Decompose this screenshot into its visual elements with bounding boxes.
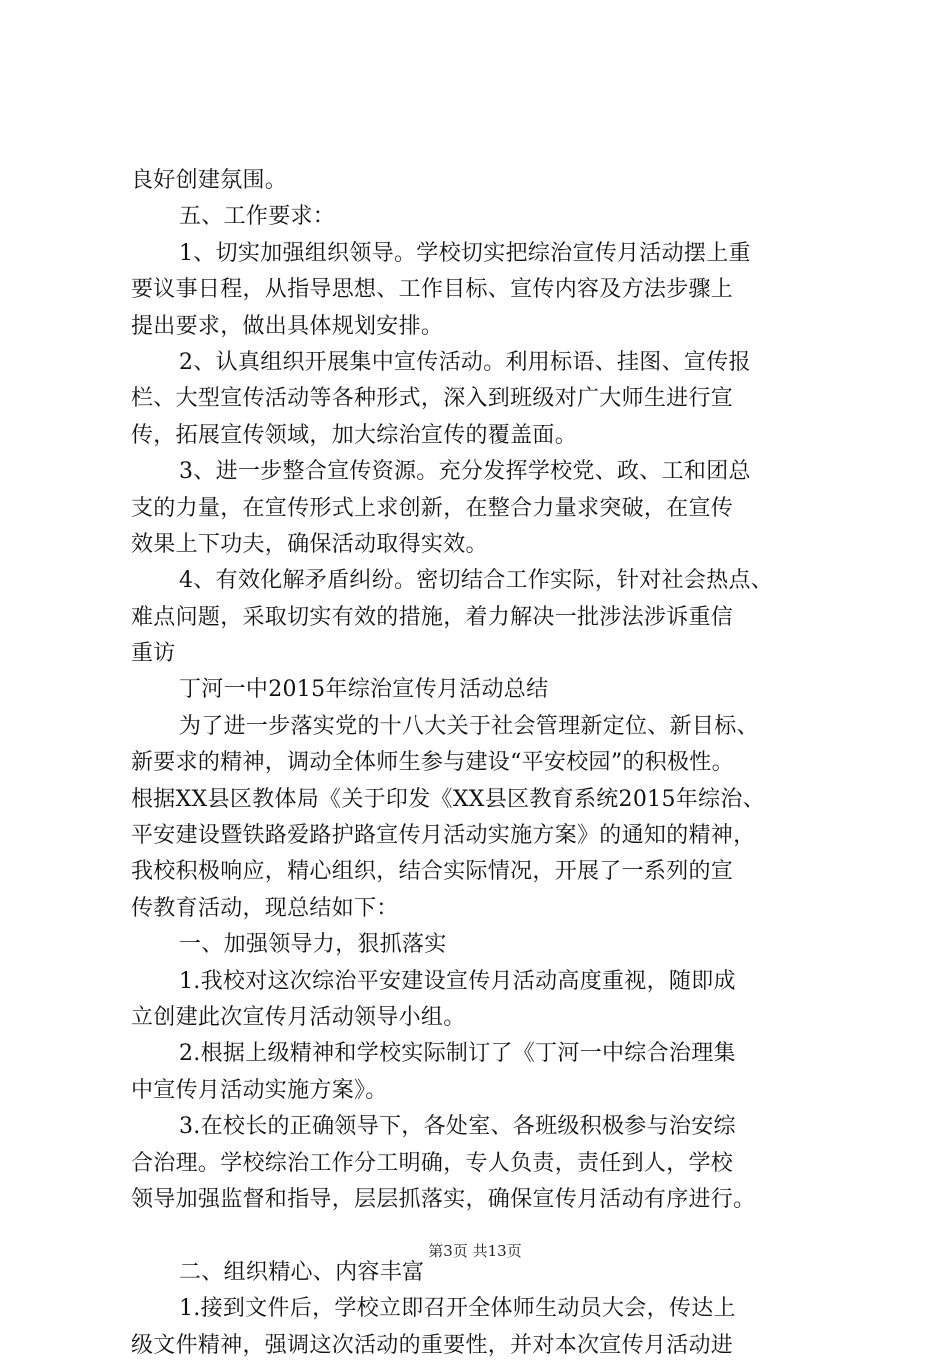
text-line: 丁河一中2015年综治宣传月活动总结: [179, 677, 549, 703]
text-line: 五、工作要求：: [179, 204, 336, 230]
text-line: 2.根据上级精神和学校实际制订了《丁河一中综合治理集: [179, 1041, 736, 1067]
text-line: 新要求的精神，调动全体师生参与建设“平安校园”的积极性。: [131, 750, 734, 776]
text-line: 2、认真组织开展集中宣传活动。利用标语、挂图、宣传报: [179, 349, 751, 375]
text-line: 3.在校长的正确领导下，各处室、各班级积极参与治安综: [179, 1114, 736, 1140]
text-line: 难点问题，采取切实有效的措施，着力解决一批涉法涉诉重信: [131, 604, 734, 630]
text-line: 1、切实加强组织领导。学校切实把综治宣传月活动摆上重: [179, 240, 751, 266]
text-line: 要议事日程，从指导思想、工作目标、宣传内容及方法步骤上: [131, 277, 734, 303]
text-line: 提出要求，做出具体规划安排。: [131, 313, 444, 339]
text-line: 立创建此次宣传月活动领导小组。: [131, 1004, 466, 1030]
text-line: 3、进一步整合宣传资源。充分发挥学校党、政、工和团总: [179, 459, 751, 485]
text-line: 级文件精神，强调这次活动的重要性，并对本次宣传月活动进: [131, 1332, 734, 1358]
page-footer: 第3页 共13页: [428, 1242, 522, 1260]
text-line: 良好创建氛围。: [131, 168, 288, 193]
text-line: 根据XX县区教体局《关于印发《XX县区教育系统2015年综治、: [131, 786, 765, 812]
text-line: 为了进一步落实党的十八大关于社会管理新定位、新目标、: [179, 713, 759, 739]
text-line: 4、有效化解矛盾纠纷。密切结合工作实际，针对社会热点、: [179, 568, 774, 594]
text-line: 中宣传月活动实施方案》。: [131, 1077, 388, 1103]
text-line: 二、组织精心、内容丰富: [179, 1259, 425, 1285]
text-line: 传教育活动，现总结如下：: [131, 895, 399, 921]
text-line: 1.我校对这次综治平安建设宣传月活动高度重视，随即成: [179, 968, 736, 994]
document-body: [131, 163, 851, 1364]
text-line: 一、加强领导力，狠抓落实: [179, 932, 447, 958]
text-line: 栏、大型宣传活动等各种形式，深入到班级对广大师生进行宣: [131, 386, 734, 412]
text-line: 合治理。学校综治工作分工明确，专人负责，责任到人，学校: [131, 1150, 734, 1176]
text-line: 效果上下功夫，确保活动取得实效。: [131, 531, 488, 557]
text-line: 重访: [131, 641, 176, 667]
text-line: 传，拓展宣传领域，加大综治宣传的覆盖面。: [131, 422, 578, 448]
text-line: 领导加强监督和指导，层层抓落实，确保宣传月活动有序进行。: [131, 1186, 756, 1212]
text-line: 平安建设暨铁路爱路护路宣传月活动实施方案》的通知的精神，: [131, 823, 756, 849]
text-line: 1.接到文件后，学校立即召开全体师生动员大会，传达上: [179, 1296, 736, 1322]
text-line: 支的力量，在宣传形式上求创新，在整合力量求突破，在宣传: [131, 495, 734, 521]
text-line: 我校积极响应，精心组织，结合实际情况，开展了一系列的宣: [131, 859, 734, 885]
